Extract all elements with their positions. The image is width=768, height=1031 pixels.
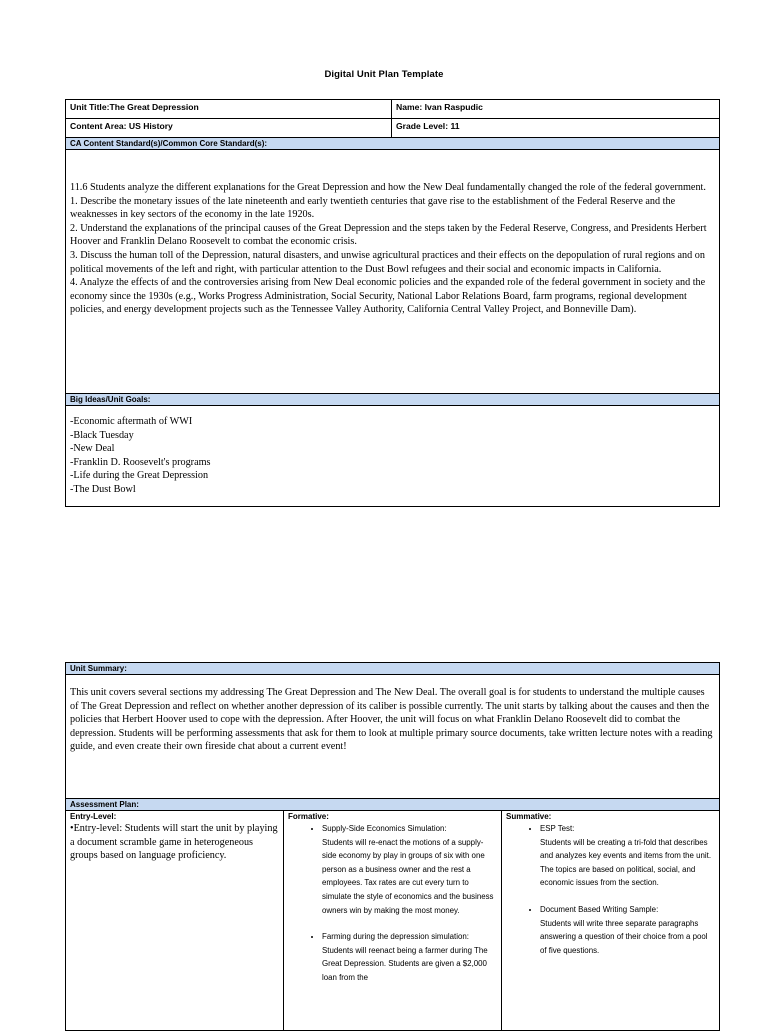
unit-title-value: The Great Depression	[109, 102, 199, 112]
content-area-cell	[66, 119, 392, 138]
summative-item-text: Students will write three separate paragraphs answering a question of their choice from a pool of five questions.	[540, 918, 708, 955]
grade-level-cell	[392, 119, 720, 138]
goal-item: -New Deal	[70, 443, 115, 455]
summative-item-text: Students will be creating a tri-fold that describes and analyzes key events and items from the unit. The topics are based on political, social, and economic issues from the section.	[540, 837, 712, 888]
summative-cell	[502, 811, 720, 1031]
big-ideas-header: Big Ideas/Unit Goals:	[66, 394, 720, 406]
standards-header: CA Content Standard(s)/Common Core Standard(s):	[66, 138, 720, 150]
standard-line: 2. Understand the explanations of the principal causes of the Great Depression and the steps taken by the Federal Reserve, Congress, and Presidents Herbert Hoover and Franklin Delano Roosevelt to combat the economic crisis.	[70, 222, 707, 248]
content-area-value: US History	[128, 121, 173, 131]
formative-item-text: Students will re-enact the motions of a supply-side economy by play in groups of six with one person as a business owner and the rest a employees. Tax rates are cut every turn to simulate the style of economics and the business owners win by making the most money.	[322, 837, 494, 915]
goal-item: -The Dust Bowl	[70, 483, 136, 495]
formative-item-title: Supply-Side Economics Simulation:	[322, 824, 447, 833]
entry-level-label: Entry-Level:	[70, 812, 117, 821]
name-label: Name:	[396, 102, 423, 112]
summative-item-title: ESP Test:	[540, 824, 575, 833]
content-area-label: Content Area:	[70, 121, 127, 131]
formative-item	[322, 930, 497, 984]
summative-item	[540, 903, 715, 957]
document-title: Digital Unit Plan Template	[324, 69, 444, 80]
standard-line: 1. Describe the monetary issues of the late nineteenth and early twentieth centuries that gave rise to the establishment of the Federal Reserve and the weaknesses in key sectors of the economy in the late 1920s.	[70, 195, 676, 221]
formative-list	[288, 822, 497, 985]
goal-item: -Franklin D. Roosevelt's programs	[70, 456, 211, 468]
unit-summary-body: This unit covers several sections my addressing The Great Depression and The New Deal. The overall goal is for students to understand the multiple causes of The Great Depression and reflect on whether another depression of its caliber is possible currently. The unit starts by talking about the causes and then the policies that Herbert Hoover used to cope with the depression. After Hoover, the unit will focus on what Franklin Delano Roosevelt did to combat the depression. Students will be performing assessments that ask for them to look at multiple primary source documents, take written lecture notes with a reading guide, and even create their own fireside chat about a current event!	[66, 675, 720, 799]
unit-header-table	[65, 99, 720, 507]
big-ideas-body	[66, 406, 720, 507]
standard-line: 11.6 Students analyze the different explanations for the Great Depression and how the New Deal fundamentally changed the role of the federal government.	[70, 182, 706, 193]
formative-item-text: Students will reenact being a farmer during The Great Depression. Students are given a $2,000 loan from the	[322, 945, 488, 982]
summative-item	[540, 822, 715, 890]
unit-title-label: Unit Title:	[70, 102, 110, 112]
standards-body	[66, 150, 720, 394]
formative-label: Formative:	[288, 812, 329, 821]
entry-level-text: •Entry-level: Students will start the unit by playing a document scramble game in heterogeneous groups based on language proficiency.	[70, 823, 278, 862]
summative-label: Summative:	[506, 812, 552, 821]
unit-title-cell	[66, 100, 392, 119]
summary-assessment-table	[65, 662, 720, 1031]
summative-list	[506, 822, 715, 957]
formative-cell	[284, 811, 502, 1031]
name-value: Ivan Raspudic	[424, 102, 483, 112]
unit-summary-header: Unit Summary:	[66, 663, 720, 675]
goal-item: -Life during the Great Depression	[70, 470, 209, 482]
goal-item: -Black Tuesday	[70, 429, 134, 441]
formative-item	[322, 822, 497, 917]
goal-item: -Economic aftermath of WWI	[70, 416, 193, 427]
standard-line: 4. Analyze the effects of and the controversies arising from New Deal economic policies and the expanded role of the federal government in society and the economy since the 1930s (e.g., Works Progress Administration, Social Security, National Labor Relations Board, farm programs, regional development policies, and energy development projects such as the Tennessee Valley Authority, California Central Valley Project, and Bonneville Dam).	[70, 277, 706, 316]
grade-level-label: Grade Level:	[396, 121, 449, 131]
summative-item-title: Document Based Writing Sample:	[540, 904, 659, 914]
name-cell	[392, 100, 720, 119]
grade-level-value: 11	[450, 121, 460, 131]
entry-level-cell	[66, 811, 284, 1031]
standard-line: 3. Discuss the human toll of the Depression, natural disasters, and unwise agricultural practices and their effects on the depopulation of rural regions and on political movements of the left and right, with particular attention to the Dust Bowl refugees and their social and economic impacts in California.	[70, 249, 705, 275]
assessment-plan-header: Assessment Plan:	[66, 799, 720, 811]
formative-item-title: Farming during the depression simulation:	[322, 932, 469, 942]
